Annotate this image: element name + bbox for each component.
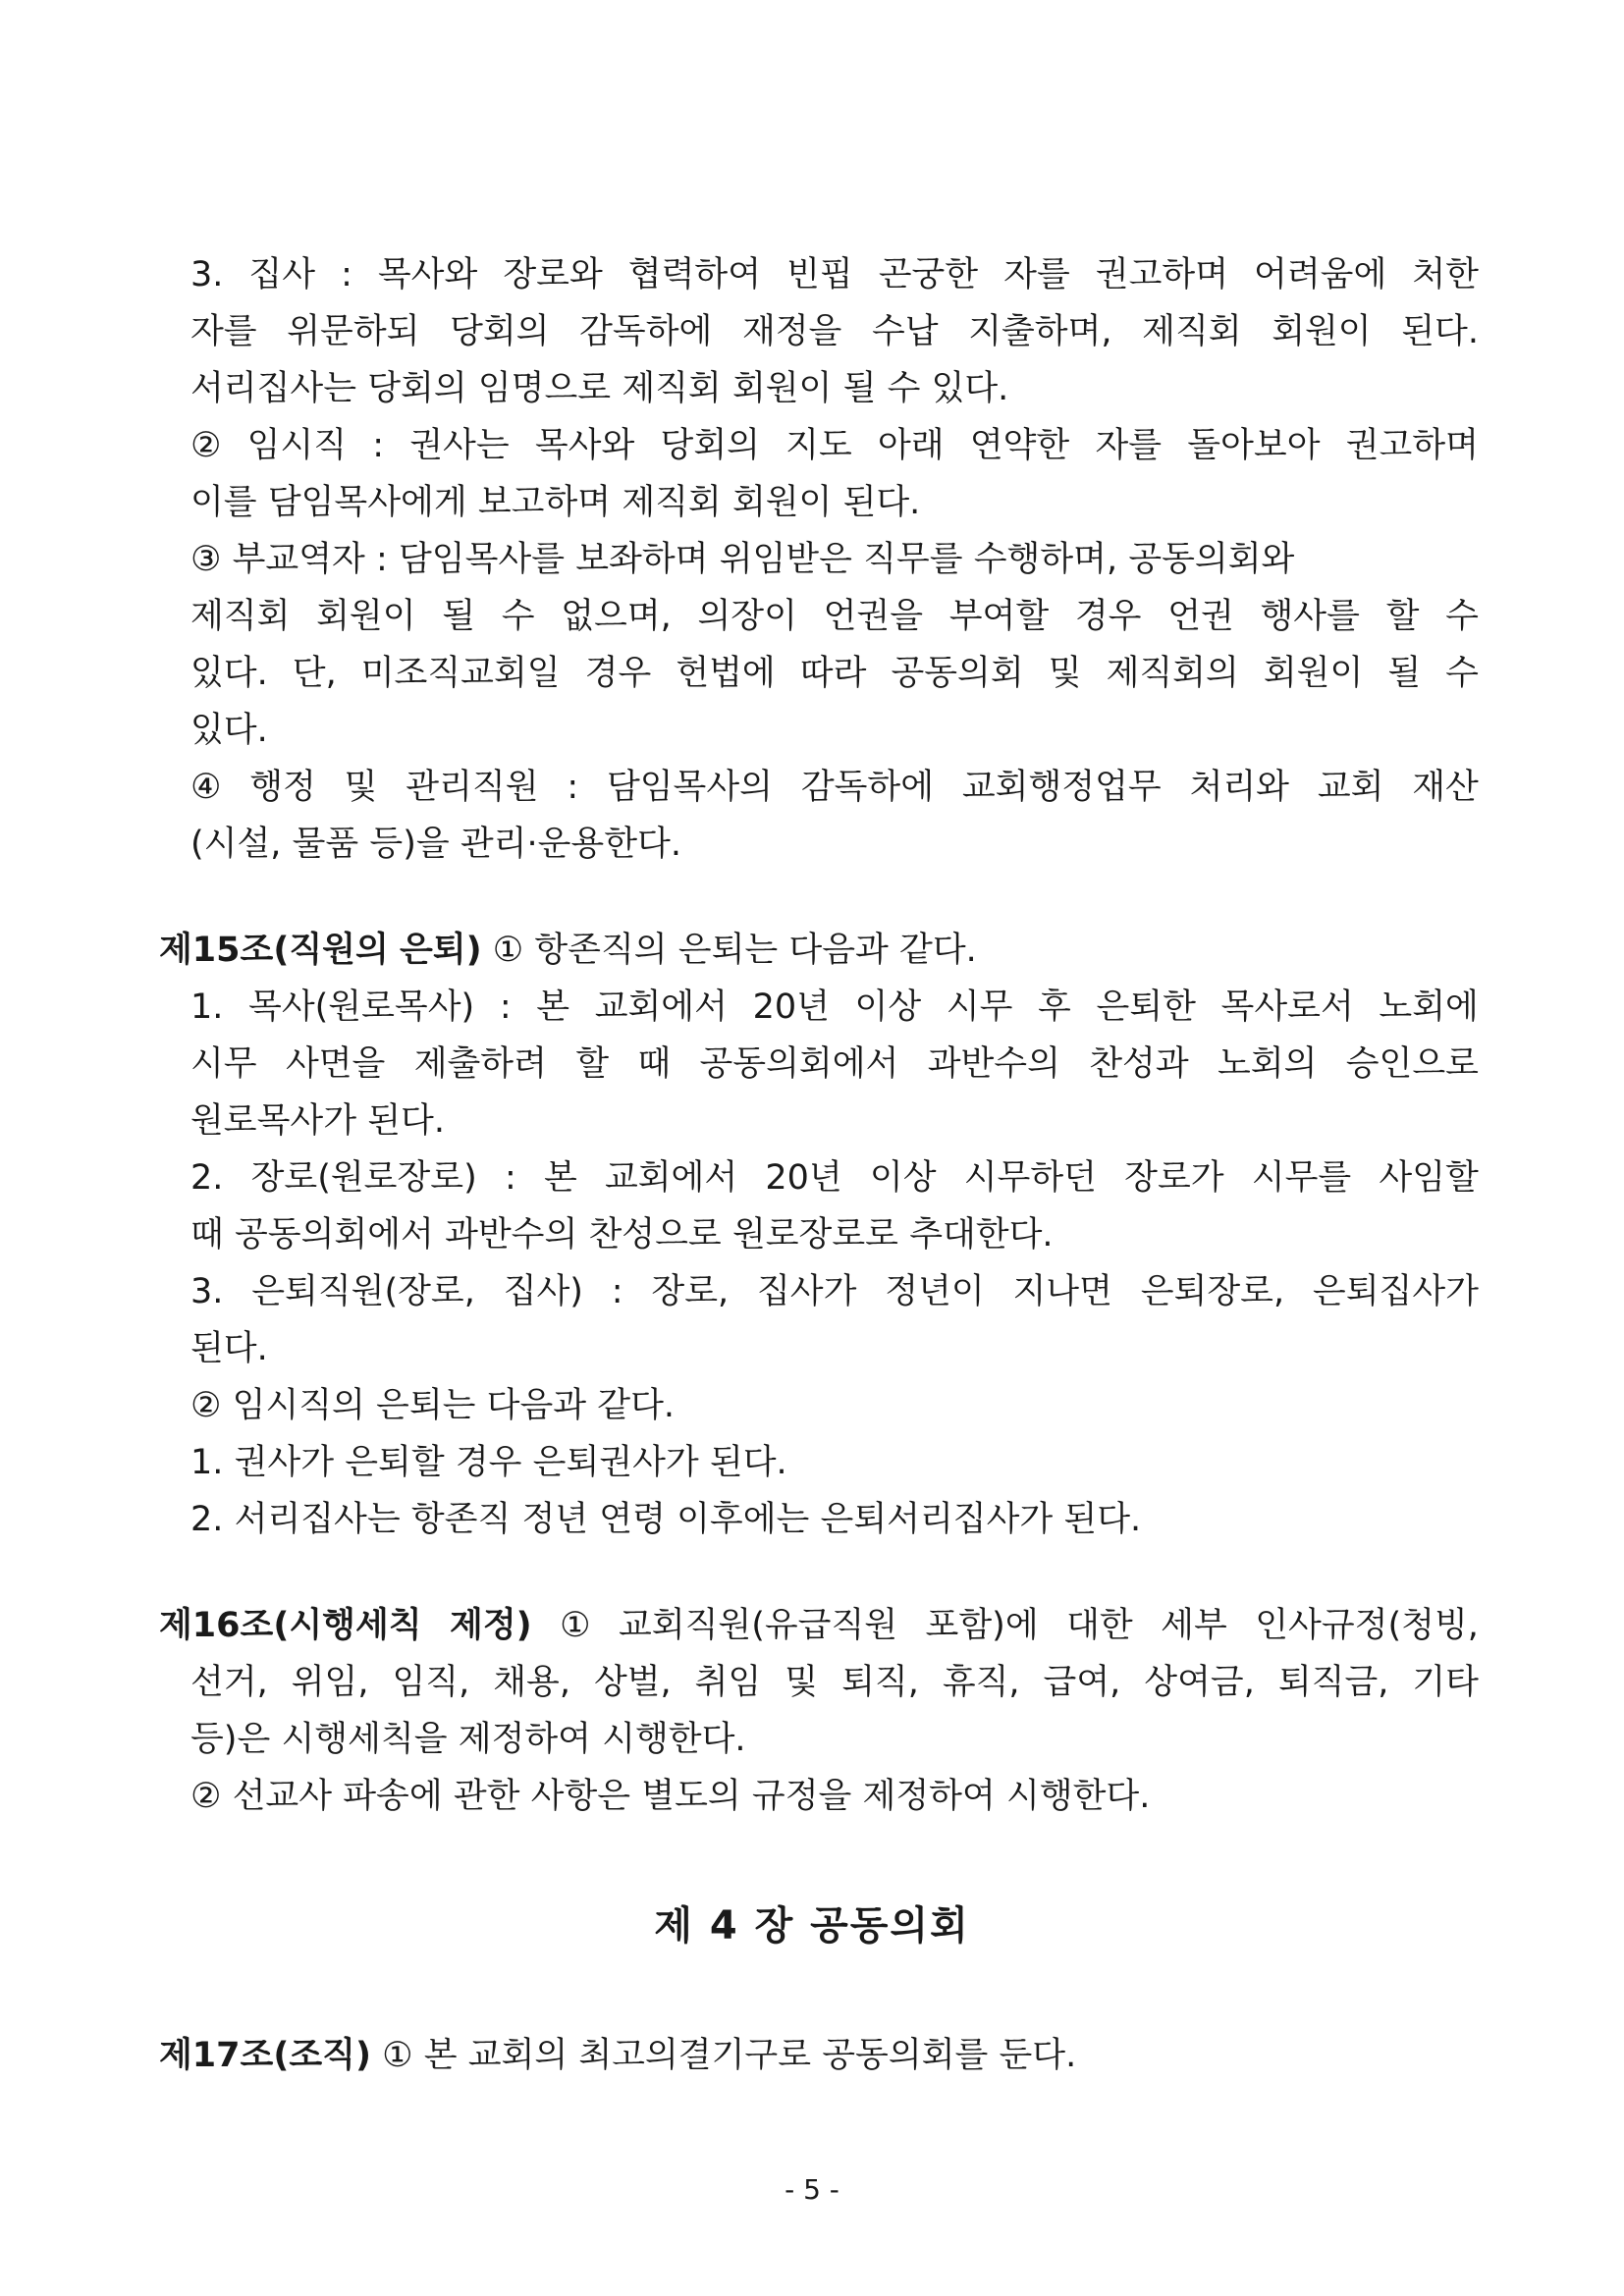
word: 집사가 xyxy=(756,1272,857,1311)
text-line xyxy=(190,652,1479,695)
word: 후 xyxy=(1038,988,1071,1027)
word: 제정하여 xyxy=(458,1720,591,1759)
word: 관리·운용한다. xyxy=(460,825,681,864)
word: 재산 xyxy=(1412,768,1479,807)
word: : xyxy=(504,1158,516,1198)
word: 은퇴직원(장로, xyxy=(251,1272,475,1311)
word: 처리와 xyxy=(1189,768,1289,807)
text-line xyxy=(190,1775,1479,1818)
word: 교회에서 xyxy=(594,988,728,1027)
word: 권고하며 xyxy=(1095,255,1229,294)
word: 집사 xyxy=(248,255,316,294)
word: 경우 xyxy=(584,654,652,693)
word: 찬성으로 xyxy=(588,1215,722,1255)
word: 시무하던 xyxy=(963,1158,1097,1198)
word: 공동의회와 xyxy=(1128,540,1295,579)
word: 때 xyxy=(190,1215,224,1255)
word: : xyxy=(567,768,579,807)
word: 추대한다. xyxy=(909,1215,1054,1255)
word: : xyxy=(376,540,388,579)
word: 경우 xyxy=(455,1443,522,1482)
word: ④ xyxy=(190,768,222,807)
word: 휴직, xyxy=(942,1663,1020,1702)
word: 처한 xyxy=(1412,255,1479,294)
word: 자를 xyxy=(1095,426,1163,465)
text-line xyxy=(190,1156,1479,1200)
word: 위임받은 xyxy=(719,540,852,579)
word: 할 xyxy=(1385,597,1420,636)
word: 연약한 xyxy=(969,426,1070,465)
word: 될 xyxy=(442,597,476,636)
word: 상벌, xyxy=(593,1663,672,1702)
word: 부여할 xyxy=(948,597,1050,636)
text-line xyxy=(190,1384,1479,1427)
word: 협력하여 xyxy=(627,255,762,294)
word: 은퇴는 xyxy=(376,1386,476,1425)
text-line xyxy=(159,2034,1479,2077)
text-line xyxy=(190,1441,1479,1484)
word: 3. xyxy=(190,1272,224,1311)
text-line xyxy=(190,367,1479,410)
word: 급여, xyxy=(1043,1663,1121,1702)
word: 취임 xyxy=(694,1663,762,1702)
word: 같다. xyxy=(899,931,977,970)
word: 자를 xyxy=(1003,255,1070,294)
word: 된다. xyxy=(842,483,921,522)
word: 경우 xyxy=(1074,597,1142,636)
word: 시행한다. xyxy=(602,1720,746,1759)
word: 헌법에 xyxy=(676,654,776,693)
word: 교회직원(유급직원 xyxy=(618,1606,898,1645)
word: ② xyxy=(190,1777,222,1816)
word: 수 xyxy=(1445,654,1479,693)
word: ① xyxy=(492,931,524,970)
word: 교회행정업무 xyxy=(961,768,1162,807)
chapter-title: 제 4 장 공동의회 xyxy=(654,1903,970,1949)
word: 단, xyxy=(292,654,337,693)
word: 선거, xyxy=(190,1663,268,1702)
word: 목사와 xyxy=(377,255,478,294)
word: ② xyxy=(190,1386,222,1425)
word: 된다. xyxy=(1063,1500,1142,1539)
word: 이상 xyxy=(854,988,922,1027)
text-line xyxy=(190,823,1479,866)
word: 1. xyxy=(190,1443,224,1482)
word: ① xyxy=(560,1606,591,1645)
text-line xyxy=(190,1661,1479,1704)
word: 제정하여 xyxy=(862,1777,996,1816)
word: 어려움에 xyxy=(1254,255,1387,294)
text-line xyxy=(190,310,1479,353)
text-line xyxy=(190,253,1479,296)
article-heading-word: 은퇴) xyxy=(399,931,482,970)
word: 임직, xyxy=(392,1663,470,1702)
word: 의장이 xyxy=(697,597,797,636)
word: 공동의회를 xyxy=(822,2036,989,2075)
word: 3. xyxy=(190,255,224,294)
word: 임명으로 xyxy=(477,369,612,408)
word: 제직회 xyxy=(1142,312,1242,351)
word: 상여금, xyxy=(1144,1663,1255,1702)
word: 본 xyxy=(543,1158,577,1198)
word: 된다. xyxy=(709,1443,787,1482)
word: : xyxy=(499,988,512,1027)
word: 있다. xyxy=(931,369,1009,408)
word: 다음과 xyxy=(486,1386,587,1425)
word: 감독하에 xyxy=(579,312,713,351)
word: 목사와 xyxy=(534,426,635,465)
word: 당회의 xyxy=(367,369,467,408)
word: 보좌하며 xyxy=(575,540,709,579)
word: 본 xyxy=(536,988,570,1027)
word: 관한 xyxy=(453,1777,520,1816)
word: 위문하되 xyxy=(287,312,420,351)
word: ② xyxy=(190,426,222,465)
word: 권고하며 xyxy=(1345,426,1479,465)
word: 수 xyxy=(1445,597,1479,636)
word: 20년 xyxy=(765,1158,842,1198)
word: 목사(원로목사) xyxy=(248,988,475,1027)
word: 시무를 xyxy=(1251,1158,1352,1198)
word: 장로, xyxy=(651,1272,730,1311)
word: 담임목사에게 xyxy=(267,483,467,522)
word: 미조직교회일 xyxy=(360,654,561,693)
text-line xyxy=(190,538,1479,581)
word: 및 xyxy=(1048,654,1082,693)
word: 회원이 xyxy=(731,369,833,408)
word: 감독하에 xyxy=(800,768,935,807)
word: 채용, xyxy=(493,1663,570,1702)
word: 될 xyxy=(842,369,877,408)
text-line xyxy=(190,1327,1479,1370)
word: 따라 xyxy=(799,654,867,693)
word: 목사로서 xyxy=(1220,988,1354,1027)
word: 관리직원 xyxy=(406,768,539,807)
word: 제직회 xyxy=(622,369,722,408)
word: ③ xyxy=(190,540,222,579)
word: 정년이 xyxy=(885,1272,985,1311)
word: 세부 xyxy=(1161,1606,1227,1645)
word: 노회에 xyxy=(1379,988,1479,1027)
word: 인사규정(청빙, xyxy=(1255,1606,1479,1645)
word: : xyxy=(372,426,385,465)
word: 지도 xyxy=(785,426,852,465)
word: 사면을 xyxy=(285,1044,386,1084)
word: 행정 xyxy=(249,768,316,807)
article-heading-word: 제16조(시행세칙 xyxy=(159,1606,422,1645)
word: 된다. xyxy=(190,1329,268,1368)
word: 권사는 xyxy=(409,426,510,465)
word: 없으며, xyxy=(561,597,672,636)
word: (시설, xyxy=(190,825,282,864)
word: 은퇴한 xyxy=(1096,988,1196,1027)
word: 둔다. xyxy=(999,2036,1077,2075)
word: 임시직의 xyxy=(232,1386,365,1425)
text-line xyxy=(190,424,1479,467)
word: 제출하려 xyxy=(413,1044,547,1084)
word: 이상 xyxy=(869,1158,937,1198)
word: 은퇴권사가 xyxy=(532,1443,699,1482)
word: 임시직 xyxy=(246,426,348,465)
word: 수 xyxy=(887,369,921,408)
word: 담임목사의 xyxy=(606,768,773,807)
word: 퇴직, xyxy=(841,1663,919,1702)
word: 공동의회에서 xyxy=(235,1215,434,1255)
word: 곤궁한 xyxy=(878,255,979,294)
word: 시행한다. xyxy=(1005,1777,1151,1816)
word: 시행세칙을 xyxy=(281,1720,448,1759)
word: 은퇴서리집사가 xyxy=(820,1500,1054,1539)
word: 이후에는 xyxy=(677,1500,810,1539)
word: 퇴직금, xyxy=(1277,1663,1389,1702)
word: 있다. xyxy=(190,654,268,693)
word: 지나면 xyxy=(1012,1272,1112,1311)
word: 될 xyxy=(1387,654,1422,693)
word: 승인으로 xyxy=(1345,1044,1479,1084)
word: 다음과 xyxy=(788,931,889,970)
word: 수 xyxy=(501,597,535,636)
word: 교회에서 xyxy=(604,1158,738,1198)
word: : xyxy=(611,1272,623,1311)
word: 항존직의 xyxy=(534,931,668,970)
word: 제직회 xyxy=(190,597,291,636)
word: 포함)에 xyxy=(925,1606,1039,1645)
word: 장로와 xyxy=(503,255,603,294)
word: 교회의 xyxy=(467,2036,568,2075)
word: 은퇴할 xyxy=(345,1443,445,1482)
word: 회원이 xyxy=(731,483,833,522)
word: 및 xyxy=(344,768,378,807)
article-heading-word: 제정) xyxy=(450,1606,532,1645)
article-heading-word: 제17조(조직) xyxy=(159,2036,371,2075)
word: 언권을 xyxy=(823,597,924,636)
text-line xyxy=(190,766,1479,809)
word: 집사) xyxy=(503,1272,583,1311)
word: 교회 xyxy=(1317,768,1384,807)
word: 규정을 xyxy=(751,1777,852,1816)
word: 회원이 xyxy=(1272,312,1372,351)
word: 물품 xyxy=(292,825,359,864)
word: ① xyxy=(382,2036,413,2075)
word: 제직회 xyxy=(622,483,722,522)
page-number: - 5 - xyxy=(785,2173,839,2206)
text-line xyxy=(190,1042,1479,1086)
word: 이를 xyxy=(190,483,257,522)
word: 서리집사는 xyxy=(234,1500,401,1539)
word: 회원이 xyxy=(1263,654,1364,693)
word: 항존직 xyxy=(410,1500,512,1539)
text-line xyxy=(159,929,1479,972)
word: 및 xyxy=(785,1663,819,1702)
word: 수납 xyxy=(871,312,939,351)
word: 사항은 xyxy=(530,1777,631,1816)
text-line xyxy=(190,1270,1479,1313)
word: 직무를 xyxy=(863,540,963,579)
word: 은퇴장로, xyxy=(1140,1272,1285,1311)
word: 언권 xyxy=(1167,597,1234,636)
word: 1. xyxy=(190,988,224,1027)
text-line xyxy=(190,1498,1479,1541)
word: 은퇴집사가 xyxy=(1312,1272,1479,1311)
word: 기타 xyxy=(1412,1663,1479,1702)
word: 재정을 xyxy=(741,312,842,351)
word: 지출하며, xyxy=(968,312,1112,351)
word: 연령 xyxy=(599,1500,666,1539)
word: 장로(원로장로) xyxy=(250,1158,477,1198)
word: 정년 xyxy=(521,1500,589,1539)
word: 파송에 xyxy=(343,1777,443,1816)
word: 사임할 xyxy=(1379,1158,1479,1198)
word: 수행하며, xyxy=(973,540,1118,579)
word: 등)은 xyxy=(190,1720,271,1759)
word: 회원이 xyxy=(316,597,416,636)
word: 보고하며 xyxy=(477,483,612,522)
word: 원로목사가 xyxy=(190,1101,357,1141)
word: 공동의회에서 xyxy=(699,1044,899,1084)
article-heading-word: 제15조(직원의 xyxy=(159,931,389,970)
text-line xyxy=(190,481,1479,524)
word: 2. xyxy=(190,1158,224,1198)
word: 공동의회 xyxy=(891,654,1024,693)
word: 대한 xyxy=(1066,1606,1133,1645)
text-line xyxy=(190,986,1479,1029)
word: 2. xyxy=(190,1500,224,1539)
word: 당회의 xyxy=(450,312,550,351)
text-line xyxy=(190,595,1479,638)
word: 시무 xyxy=(190,1044,257,1084)
word: 돌아보아 xyxy=(1187,426,1321,465)
word: 제직회의 xyxy=(1106,654,1239,693)
word: 있다. xyxy=(190,711,268,750)
word: 별도의 xyxy=(641,1777,741,1816)
word: 행사를 xyxy=(1260,597,1360,636)
text-line xyxy=(190,1099,1479,1143)
word: 할 xyxy=(575,1044,610,1084)
word: 노회의 xyxy=(1218,1044,1318,1084)
word: 시무 xyxy=(946,988,1013,1027)
word: 당회의 xyxy=(660,426,760,465)
word: 본 xyxy=(423,2036,458,2075)
word: 된다. xyxy=(367,1101,445,1141)
word: 담임목사를 xyxy=(399,540,566,579)
word: 선교사 xyxy=(232,1777,333,1816)
text-line xyxy=(190,1213,1479,1256)
word: 아래 xyxy=(877,426,945,465)
text-line xyxy=(190,1718,1479,1761)
word: 최고의결기구로 xyxy=(578,2036,812,2075)
word: 서리집사는 xyxy=(190,369,357,408)
word: 과반수의 xyxy=(445,1215,578,1255)
word: 같다. xyxy=(597,1386,676,1425)
word: 20년 xyxy=(752,988,830,1027)
word: 된다. xyxy=(1401,312,1479,351)
text-line xyxy=(190,709,1479,752)
word: 부교역자 xyxy=(232,540,365,579)
word: 빈핍 xyxy=(786,255,853,294)
word: : xyxy=(341,255,352,294)
word: 원로장로로 xyxy=(731,1215,898,1255)
word: 은퇴는 xyxy=(677,931,779,970)
word: 찬성과 xyxy=(1089,1044,1189,1084)
word: 장로가 xyxy=(1124,1158,1224,1198)
text-line xyxy=(159,1604,1479,1647)
word: 때 xyxy=(637,1044,672,1084)
word: 등)을 xyxy=(369,825,450,864)
word: 권사가 xyxy=(234,1443,335,1482)
word: 위임, xyxy=(291,1663,369,1702)
word: 자를 xyxy=(190,312,257,351)
word: 과반수의 xyxy=(927,1044,1060,1084)
